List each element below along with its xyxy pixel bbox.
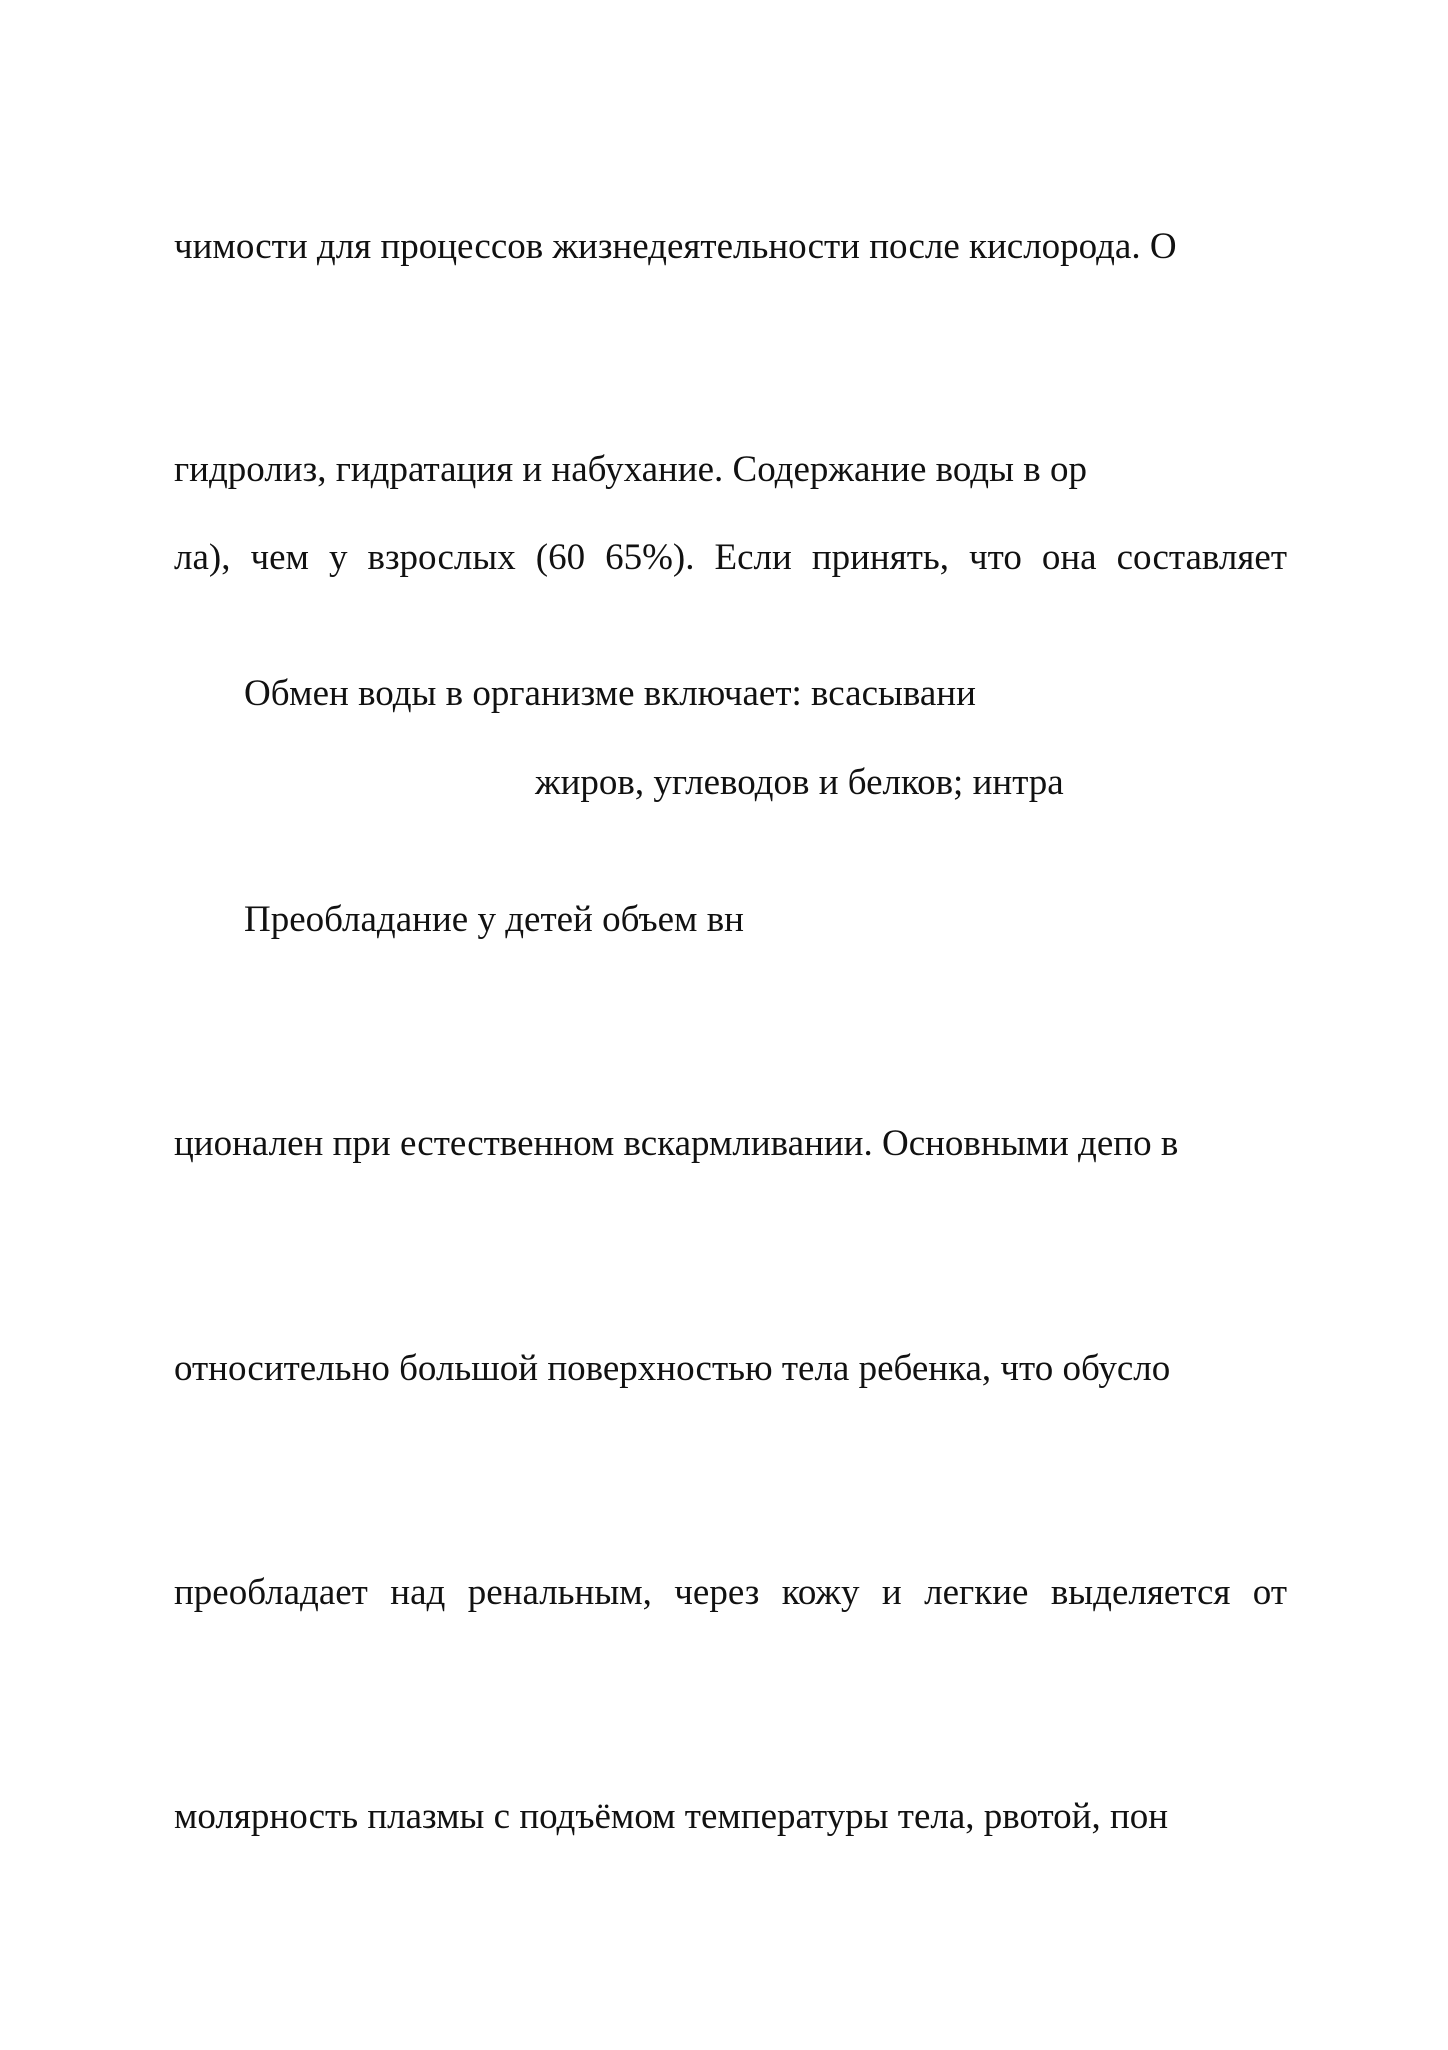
text-line-5: жиров, углеводов и белков; интра (535, 762, 1064, 803)
text-line-9: преобладает над ренальным, через кожу и легкие выделяется от (174, 1572, 1287, 1613)
text-line-10: молярность плазмы с подъёмом температуры тела, рвотой, пон (174, 1796, 1169, 1837)
text-line-1: чимости для процессов жизнедеятельности после кислорода. О (174, 226, 1177, 267)
text-line-4: Обмен воды в организме включает: всасывани (244, 673, 976, 714)
text-line-8: относительно большой поверхностью тела ребенка, что обусло (174, 1348, 1171, 1389)
text-line-3: ла), чем у взрослых (60 65%). Если принять, что она составляет (174, 537, 1287, 578)
text-line-2: гидролиз, гидратация и набухание. Содержание воды в ор (174, 449, 1087, 490)
text-line-7: ционален при естественном вскармливании. Основными депо в (174, 1123, 1179, 1164)
text-line-6: Преобладание у детей объем вн (244, 899, 744, 940)
